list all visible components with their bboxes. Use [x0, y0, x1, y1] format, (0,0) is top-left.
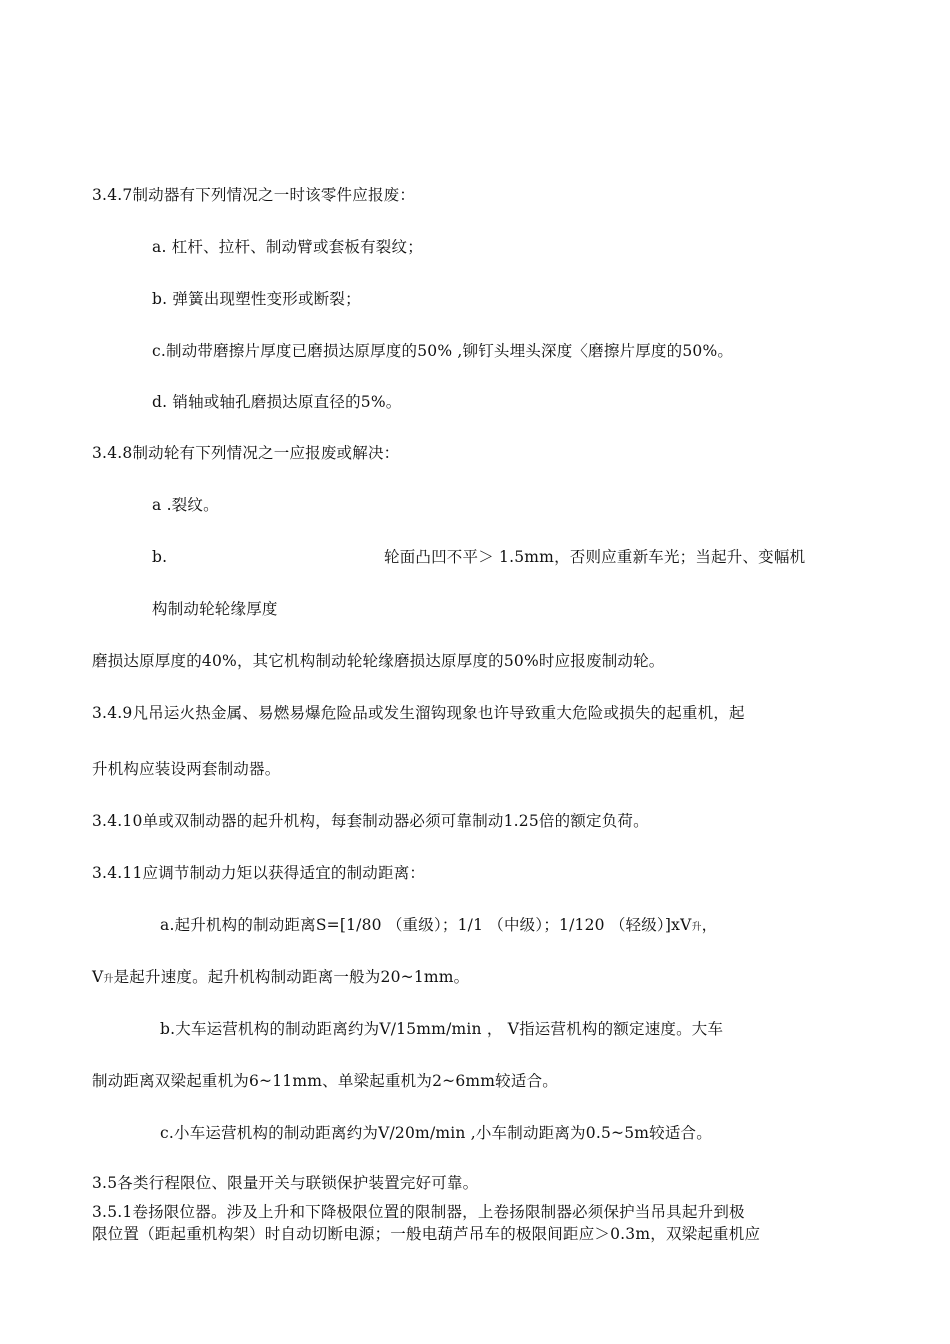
- subscript: 升: [103, 974, 114, 985]
- clause-3-4-9: 3.4.9凡吊运火热金属、易燃易爆危险品或发生溜钩现象也许导致重大危险或损失的起重机，起: [92, 704, 745, 722]
- variable: V: [92, 968, 104, 986]
- paragraph-text: 是起升速度。起升机构制动距离一般为20~1mm。: [113, 968, 470, 986]
- formula-text: a.起升机构的制动距离S=[1/80 （重级）；1/1 （中级）；1/120 （轻级）]xV: [160, 916, 692, 934]
- list-item-a: a. 杠杆、拉杆、制动臂或套板有裂纹；: [152, 238, 423, 256]
- list-item-a: [160, 914, 717, 939]
- subscript: 升: [691, 922, 702, 933]
- list-item-c: c.小车运营机构的制动距离约为V/20m/min ,小车制动距离为0.5~5m较适合。: [160, 1124, 712, 1142]
- list-item-b-marker: b.: [152, 548, 168, 566]
- paragraph-line: 升机构应装设两套制动器。: [92, 760, 281, 778]
- clause-3-5-1: 3.5.1卷扬限位器。涉及上升和下降极限位置的限制器，上卷扬限制器必须保护当吊具起升到极: [92, 1203, 745, 1221]
- clause-3-4-11: 3.4.11应调节制动力矩以获得适宜的制动距离：: [92, 864, 426, 882]
- list-item-a: a .裂纹。: [152, 496, 219, 514]
- list-item-b: b.大车运营机构的制动距离约为V/15mm/min ， V指运营机构的额定速度。大车: [160, 1020, 724, 1038]
- clause-3-4-8: 3.4.8制动轮有下列情况之一应报废或解决：: [92, 444, 400, 462]
- paragraph-line: [92, 966, 469, 991]
- list-item-b-continuation: 构制动轮轮缘厚度: [152, 600, 278, 618]
- clause-3-4-10: 3.4.10单或双制动器的起升机构，每套制动器必须可靠制动1.25倍的额定负荷。: [92, 812, 649, 830]
- list-item-b: b. 弹簧出现塑性变形或断裂；: [152, 290, 361, 308]
- paragraph-line: 磨损达原厚度的40%，其它机构制动轮轮缘磨损达原厚度的50%时应报废制动轮。: [92, 652, 665, 670]
- list-item-c: c.制动带磨擦片厚度已磨损达原厚度的50% ,铆钉头埋头深度〈磨擦片厚度的50%。: [152, 342, 734, 360]
- list-item-b-text: 轮面凸凹不平＞ 1.5mm，否则应重新车光；当起升、变幅机: [384, 548, 806, 566]
- paragraph-line: 制动距离双梁起重机为6~11mm、单梁起重机为2~6mm较适合。: [92, 1072, 558, 1090]
- paragraph-line: 限位置（距起重机构架）时自动切断电源；一般电葫芦吊车的极限间距应＞0.3m，双梁起重机应: [92, 1225, 761, 1243]
- clause-3-4-7: 3.4.7制动器有下列情况之一时该零件应报废：: [92, 186, 416, 204]
- list-item-d: d. 销轴或轴孔磨损达原直径的5%。: [152, 393, 402, 411]
- clause-3-5: 3.5各类行程限位、限量开关与联锁保护装置完好可靠。: [92, 1174, 479, 1192]
- punctuation: ，: [701, 916, 718, 934]
